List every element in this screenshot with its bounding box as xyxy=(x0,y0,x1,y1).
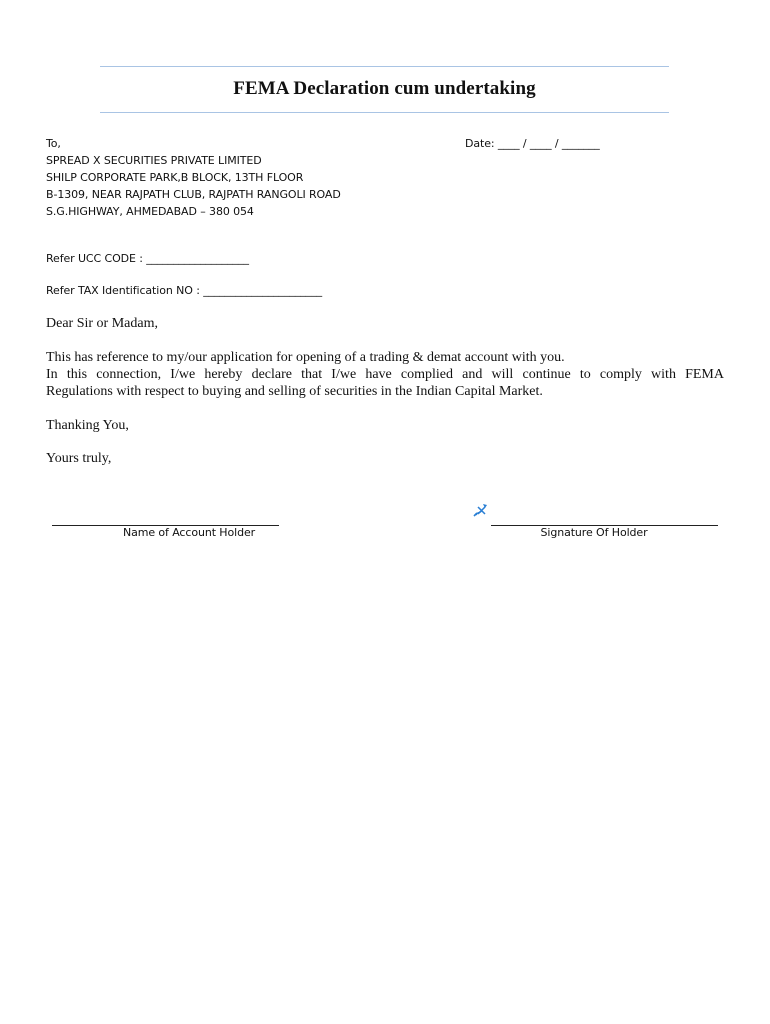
closing-yours: Yours truly, xyxy=(46,451,112,466)
recipient-line: SHILP CORPORATE PARK,B BLOCK, 13TH FLOOR xyxy=(46,171,304,184)
name-label: Name of Account Holder xyxy=(122,526,256,539)
recipient-line: B-1309, NEAR RAJPATH CLUB, RAJPATH RANGOLI ROAD xyxy=(46,188,341,201)
title-top-rule xyxy=(100,66,669,67)
recipient-to: To, xyxy=(46,137,61,150)
recipient-address xyxy=(46,135,341,220)
signature-label: Signature Of Holder xyxy=(540,526,648,539)
body-line: Regulations with respect to buying and selling of securities in the Indian Capital Market. xyxy=(46,384,543,399)
recipient-line: S.G.HIGHWAY, AHMEDABAD – 380 054 xyxy=(46,205,254,218)
body-line: In this connection, I/we hereby declare that I/we have complied and will continue to comply with FEMA xyxy=(46,367,724,382)
declaration-body xyxy=(46,349,724,400)
document-title: FEMA Declaration cum undertaking xyxy=(233,78,536,99)
recipient-line: SPREAD X SECURITIES PRIVATE LIMITED xyxy=(46,154,262,167)
pen-sign-icon[interactable] xyxy=(472,502,488,518)
salutation: Dear Sir or Madam, xyxy=(46,316,158,331)
body-line: This has reference to my/our application for opening of a trading & demat account with you. xyxy=(46,350,565,365)
ucc-code-field[interactable]: Refer UCC CODE : ___________________ xyxy=(46,252,249,265)
tax-id-field[interactable]: Refer TAX Identification NO : ______________________ xyxy=(46,284,323,297)
title-bottom-rule xyxy=(100,112,669,113)
closing-thanks: Thanking You, xyxy=(46,418,129,433)
date-field[interactable]: Date: ____ / ____ / _______ xyxy=(465,137,600,150)
